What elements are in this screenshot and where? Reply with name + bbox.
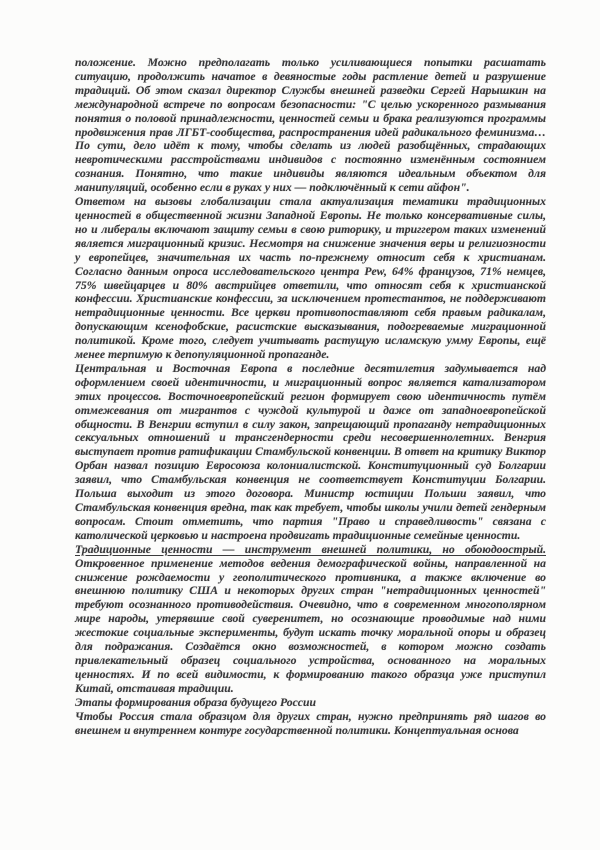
heading-stages-future-image-russia: Этапы формирования образа будущего России xyxy=(75,695,316,709)
paragraph-russia-example: Чтобы Россия стала образцом для других стран, нужно предпринять ряд шагов во внешнем и внутреннем контуре государственной политики. Концептуальная основа xyxy=(75,709,546,737)
paragraph-intro-continuation: положение. Можно предполагать только усиливающиеся попытки расшатать ситуацию, продолжить начатое в девяностые годы растление детей и разрушение традиций. Об этом сказал директор Службы внешней разведки Сергей Нарышкин на международной встрече по вопросам безопасности: "С целью ускоренного размывания понятия о половой принадлежности, ценностей семьи и брака реализуются программы продвижения прав ЛГБТ-сообщества, распространения идей радикального феминизма… По сути, дело идёт к тому, чтобы сделать из людей разобщённых, страдающих невротическими расстройствами индивидов с постоянно изменённым состоянием сознания. Понятно, что такие индивиды являются идеальным объектом для манипуляций, особенно если в руках у них — подключённый к сети айфон". xyxy=(75,56,546,195)
paragraph-central-eastern-europe: Центральная и Восточная Европа в последние десятилетия задумывается над оформлением своей идентичности, и миграционный вопрос является катализатором этих процессов. Восточноевропейский регион формирует свою идентичность путём отмежевания от мигрантов с чуждой культурой и даже от западноевропейской общности. В Венгрии вступил в силу закон, запрещающий пропаганду нетрадиционных сексуальных отношений и трансгендерности среди несовершеннолетних. Венгрия выступает против ратификации Стамбульской конвенции. В ответ на критику Виктор Орбан назвал позицию Евросоюза колониалистской. Конституционный суд Болгарии заявил, что Стамбульская конвенция не соответствует Конституции Болгарии. Польша выходит из этого договора. Министр юстиции Польши заявил, что Стамбульская конвенция вредна, так как требует, чтобы школы учили детей гендерным вопросам. Стоит отметить, что партия "Право и справедливость" связана с католической церковью и настроена продвигать традиционные семейные ценности. xyxy=(75,361,546,542)
paragraph-western-europe-values: Ответом на вызовы глобализации стала актуализация тематики традиционных ценностей в общественной жизни Западной Европы. Не только консервативные силы, но и либералы включают защиту семьи в свою риторику, и триггером таких изменений является миграционный кризис. Несмотря на снижение значения веры и религиозности у европейцев, значительная их часть по-прежнему относит себя к христианам. Согласно данным опроса исследовательского центра Pew, 64% французов, 71% немцев, 75% швейцарцев и 80% австрийцев ответили, что относят себя к христианской конфессии. Христианские конфессии, за исключением протестантов, не поддерживают нетрадиционные ценности. Все церкви противопоставляют себя правым радикалам, допускающим ксенофобские, расистские высказывания, подогреваемые миграционной политикой. Кроме того, следует учитывать растущую исламскую умму Европы, ещё менее терпимую к депопуляционной пропаганде. xyxy=(75,195,546,362)
document-text-column xyxy=(75,56,546,737)
paragraph-demographic-war: Откровенное применение методов ведения демографической войны, направленной на снижение рождаемости у геополитического противника, а также включение во внешнюю политику США и некоторых других стран "нетрадиционных ценностей" требуют осознанного противодействия. Очевидно, что в современном многополярном мире народы, утерявшие свой суверенитет, но осознающие проводимые над ними жестокие социальные эксперименты, будут искать точку моральной опоры и образец для подражания. Создаётся окно возможностей, в котором можно создать привлекательный образец социального устройства, основанного на моральных ценностях. И по всей видимости, к формированию такого образца уже приступил Китай, отстаивая традиции. xyxy=(75,556,546,695)
heading-traditional-values-instrument: Традиционные ценности — инструмент внешней политики, но обоюдоострый. xyxy=(75,542,546,556)
